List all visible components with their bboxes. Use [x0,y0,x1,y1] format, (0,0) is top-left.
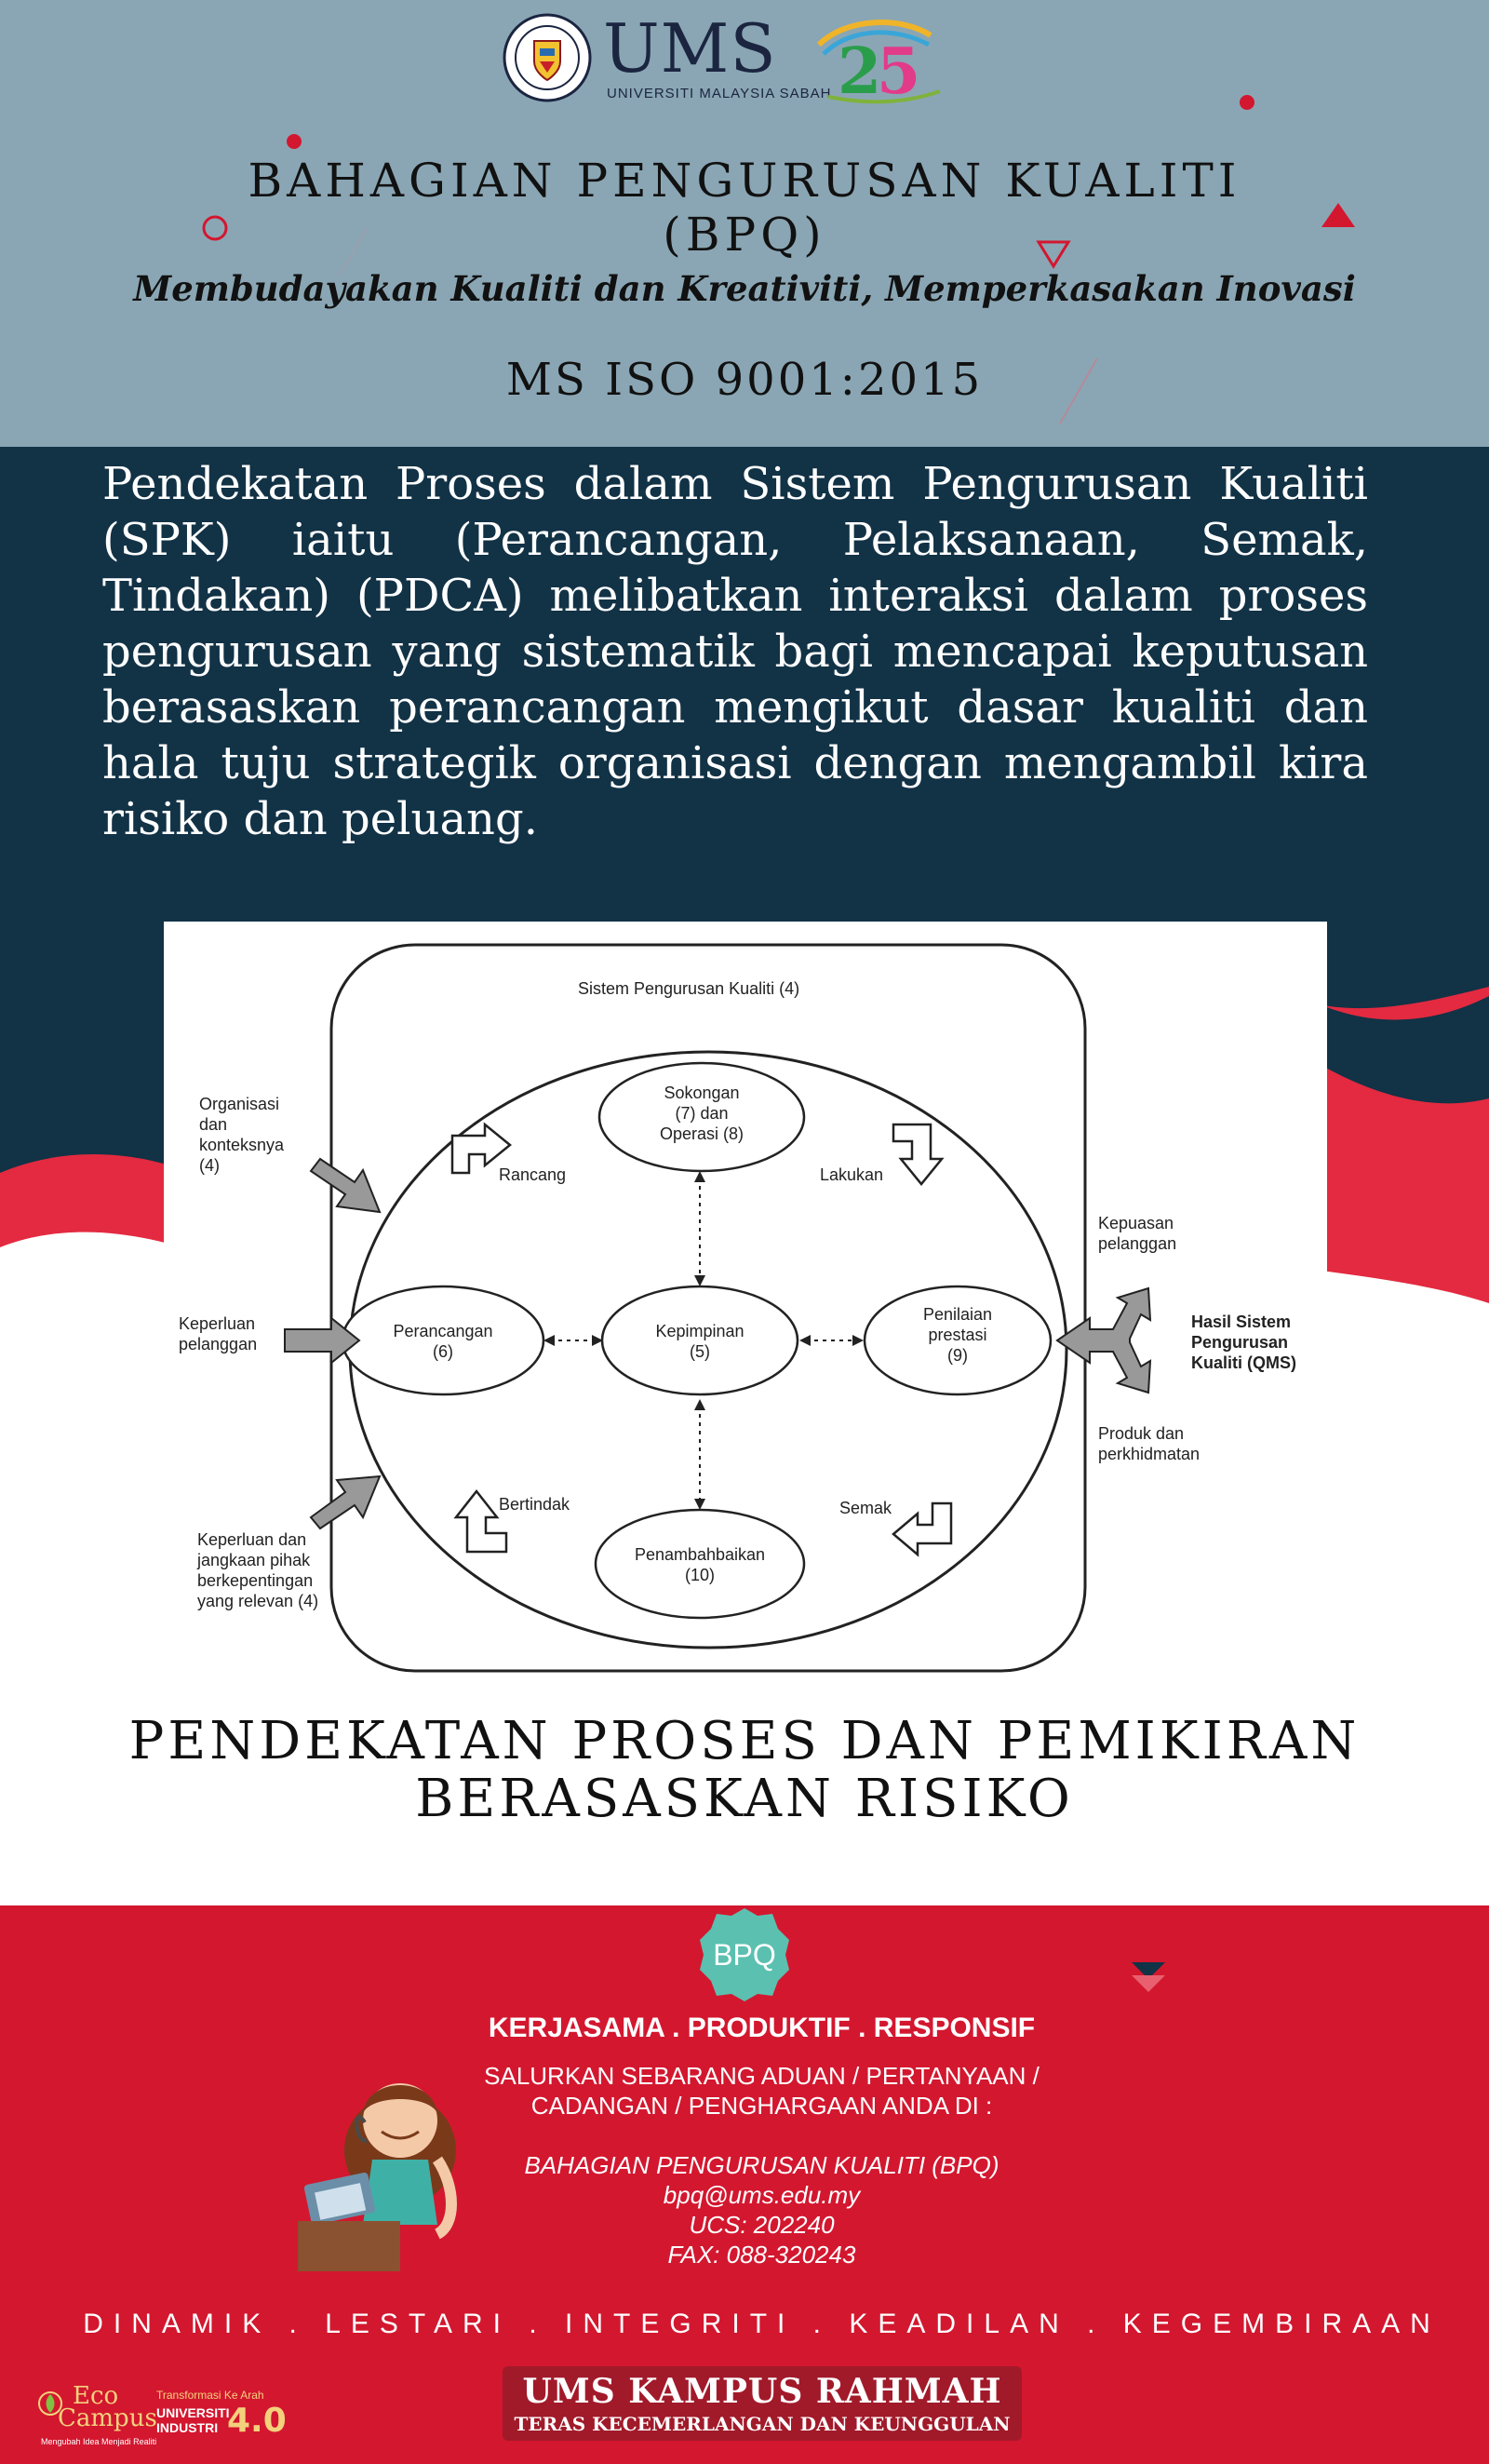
department-title-line: BAHAGIAN PENGURUSAN KUALITI [248,154,1241,208]
input-label-stakeholder: Keperluan dan [197,1530,307,1549]
eco-logo-line: Eco [73,2382,119,2410]
decor-dot [285,132,303,151]
decor-chevron [1128,1959,1169,1999]
eco-campus-logo-text [41,2382,157,2432]
kampus-title: UMS KAMPUS RAHMAH [522,2372,1002,2411]
node-planning-shape [342,1286,543,1394]
industry-logo-line: INDUSTRI [156,2420,219,2435]
customer-service-illustration [298,2048,484,2271]
bpq-badge [696,1906,793,2003]
input-arrow-organisation [311,1159,380,1212]
iso-standard: MS ISO 9001:2015 [505,354,984,406]
node-evaluation-label: Penilaian [922,1305,993,1324]
department-title-abbrev: (BPQ) [663,208,826,262]
output-label-products: perkhidmatan [1098,1445,1201,1463]
input-label-stakeholder: yang relevan (4) [197,1592,319,1610]
output-label-results: Pengurusan [1191,1333,1289,1352]
tagline: Membudayakan Kualiti dan Kreativiti, Memperkasakan Inovasi [133,268,1356,309]
input-label-organisation: (4) [199,1156,220,1175]
output-label-satisfaction: Kepuasan [1098,1214,1174,1232]
contact-prompt-line: CADANGAN / PENGHARGAAN ANDA DI : [530,2092,993,2120]
motto: KERJASAMA . PRODUKTIF . RESPONSIF [488,2013,1036,2043]
contact-ucs: UCS: 202240 [689,2211,835,2239]
output-arrow [1057,1288,1150,1393]
section-title [0,1713,1489,1828]
input-arrow-stakeholder [311,1476,380,1528]
input-label-organisation: dan [199,1115,228,1134]
ums-wordmark: UMS [603,9,777,88]
department-title [0,154,1489,262]
node-improvement-shape [596,1510,804,1618]
output-label-results: Kualiti (QMS) [1191,1353,1296,1372]
cycle-label-plan: Rancang [499,1165,567,1184]
cycle-arrow-do [893,1124,942,1184]
university-crest-logo [503,13,592,102]
output-label-results: Hasil Sistem [1191,1313,1292,1331]
input-label-stakeholder: berkepentingan [197,1571,314,1590]
ums-wordmark-subtitle: UNIVERSITI MALAYSIA SABAH [607,86,832,101]
input-label-customer: pelanggan [179,1335,258,1353]
node-evaluation-label: (9) [947,1346,968,1365]
node-improvement-label: (10) [684,1566,716,1584]
eco-logo-line: Campus [58,2404,157,2432]
output-label-products: Produk dan [1098,1424,1185,1443]
decor-dot [1238,93,1256,112]
bpq-badge-label: BPQ [713,1938,776,1972]
anniversary-25-logo [800,7,949,110]
cycle-label-check: Semak [839,1499,892,1517]
intro-paragraph: Pendekatan Proses dalam Sistem Pengurusan Kualiti (SPK) iaitu (Perancangan, Pelaksanaan, Semak, Tindakan) (PDCA) melibatkan interaksi dalam proses pengurusan yang sistematik bagi mencapai keputusan berasaskan perancangan mengikut dasar kualiti dan hala tuju strategik organisasi dengan mengambil kira risiko dan peluang. [102,458,1368,845]
node-support-label: Operasi (8) [659,1124,744,1143]
core-values: DINAMIK . LESTARI . INTEGRITI . KEADILAN . KEGEMBIRAAN [83,2309,1441,2339]
output-label-satisfaction: pelanggan [1098,1234,1177,1253]
svg-text:2: 2 [838,34,882,109]
contact-email[interactable]: bpq@ums.edu.my [663,2181,861,2209]
node-planning-label: Perancangan [393,1322,493,1340]
node-support-label: (7) dan [675,1104,729,1123]
section-title-line: PENDEKATAN PROSES DAN PEMIKIRAN [128,1711,1361,1771]
input-label-organisation: konteksnya [199,1136,285,1154]
process-diagram [164,922,1327,1685]
system-label: Sistem Pengurusan Kualiti (4) [578,979,800,998]
node-improvement-label: Penambahbaikan [634,1545,766,1564]
node-leadership-label: (5) [690,1342,710,1361]
contact-dept-name: BAHAGIAN PENGURUSAN KUALITI (BPQ) [524,2151,999,2179]
input-label-organisation: Organisasi [199,1095,280,1113]
section-title-line: BERASASKAN RISIKO [415,1769,1074,1829]
cycle-arrow-check [893,1503,951,1555]
node-evaluation-label: prestasi [928,1326,987,1344]
node-leadership-label: Kepimpinan [655,1322,744,1340]
kampus-subtitle: TERAS KECEMERLANGAN DAN KEUNGGULAN [514,2413,1011,2435]
kampus-rahmah-banner [503,2366,1022,2441]
input-label-customer: Keperluan [179,1314,256,1333]
cycle-label-do: Lakukan [820,1165,884,1184]
industry-logo-top: Transformasi Ke Arah [156,2389,264,2402]
input-label-stakeholder: jangkaan pihak [197,1551,311,1569]
industry-logo-line: UNIVERSITI [156,2405,230,2420]
logo-row [503,7,986,110]
node-planning-label: (6) [433,1342,453,1361]
node-support-label: Sokongan [664,1084,740,1102]
industry-logo-number: 4.0 [227,2402,287,2440]
eco-logo-subtext: Mengubah Idea Menjadi Realiti [41,2437,157,2446]
svg-text:5: 5 [877,34,921,109]
industry-logo-text [156,2405,230,2435]
node-leadership-shape [602,1286,798,1394]
contact-prompt-line: SALURKAN SEBARANG ADUAN / PERTANYAAN / [484,2062,1040,2090]
cycle-label-act: Bertindak [499,1495,570,1514]
contact-fax: FAX: 088-320243 [667,2241,856,2269]
